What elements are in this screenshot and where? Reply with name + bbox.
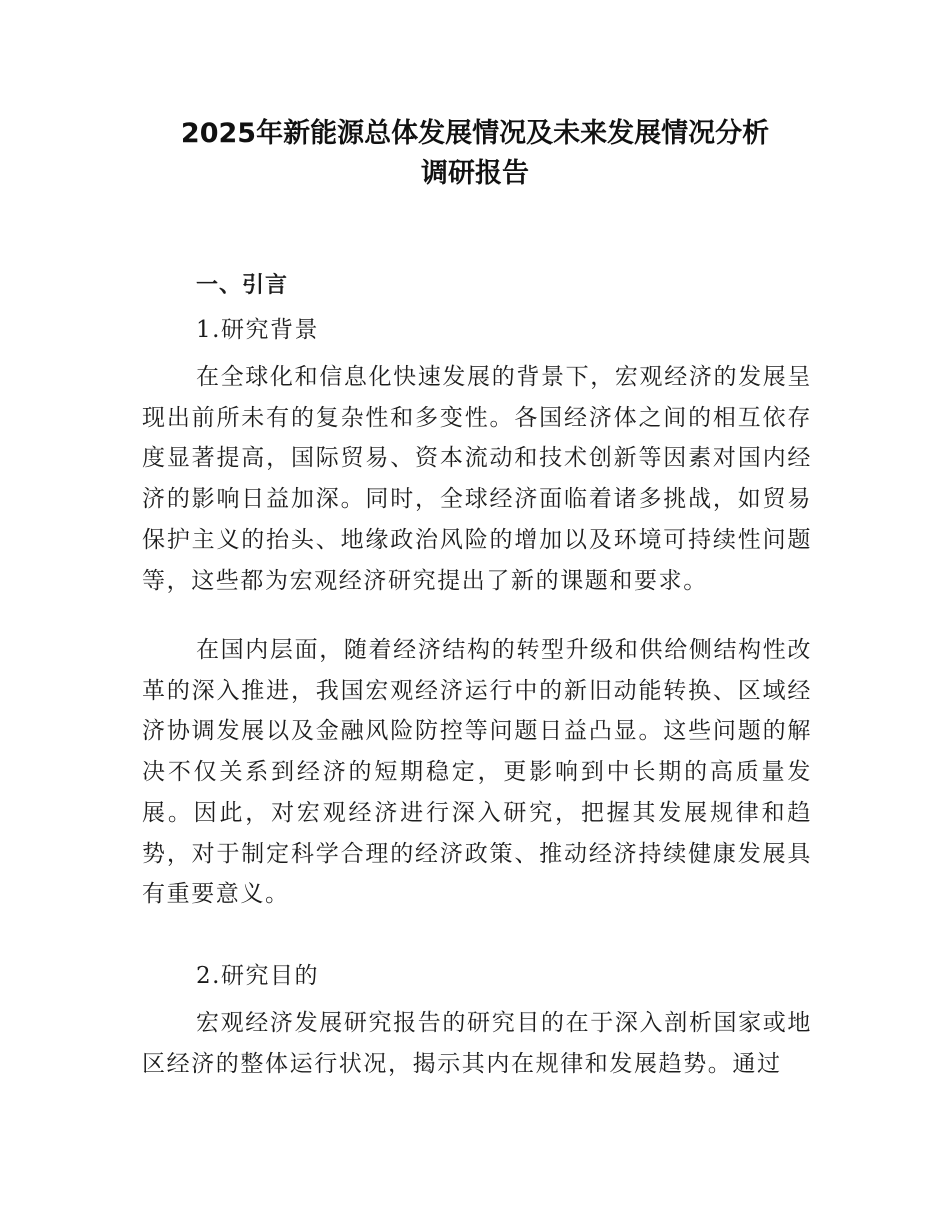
paragraph-text: 在全球化和信息化快速发展的背景下，宏观经济的发展呈现出前所未有的复杂性和多变性。各国经济体之间的相互依存度显著提高，国际贸易、资本流动和技术创新等因素对国内经济的影响日益加深。同时，全球经济面临着诸多挑战，如贸易保护主义的抬头、地缘政治风险的增加以及环境可持续性问题等，这些都为宏观经济研究提出了新的课题和要求。 [142,364,812,594]
paragraph-background-2 [142,630,812,915]
paragraph-text: 宏观经济发展研究报告的研究目的在于深入剖析国家或地区经济的整体运行状况，揭示其内在规律和发展趋势。通过 [142,1010,812,1077]
paragraph-background-1 [142,357,812,601]
document-title-line2: 调研报告 [421,158,529,189]
subsection-heading-purpose: 2.研究目的 [196,963,319,989]
section-heading-introduction: 一、引言 [196,273,289,298]
subsection-heading-background: 1.研究背景 [196,317,319,343]
paragraph-text: 在国内层面，随着经济结构的转型升级和供给侧结构性改革的深入推进，我国宏观经济运行中的新旧动能转换、区域经济协调发展以及金融风险防控等问题日益凸显。这些问题的解决不仅关系到经济的短期稳定，更影响到中长期的高质量发展。因此，对宏观经济进行深入研究，把握其发展规律和趋势，对于制定科学合理的经济政策、推动经济持续健康发展具有重要意义。 [142,637,812,908]
document-title-line1: 2025年新能源总体发展情况及未来发展情况分析 [180,118,770,149]
paragraph-purpose-1 [142,1003,812,1084]
